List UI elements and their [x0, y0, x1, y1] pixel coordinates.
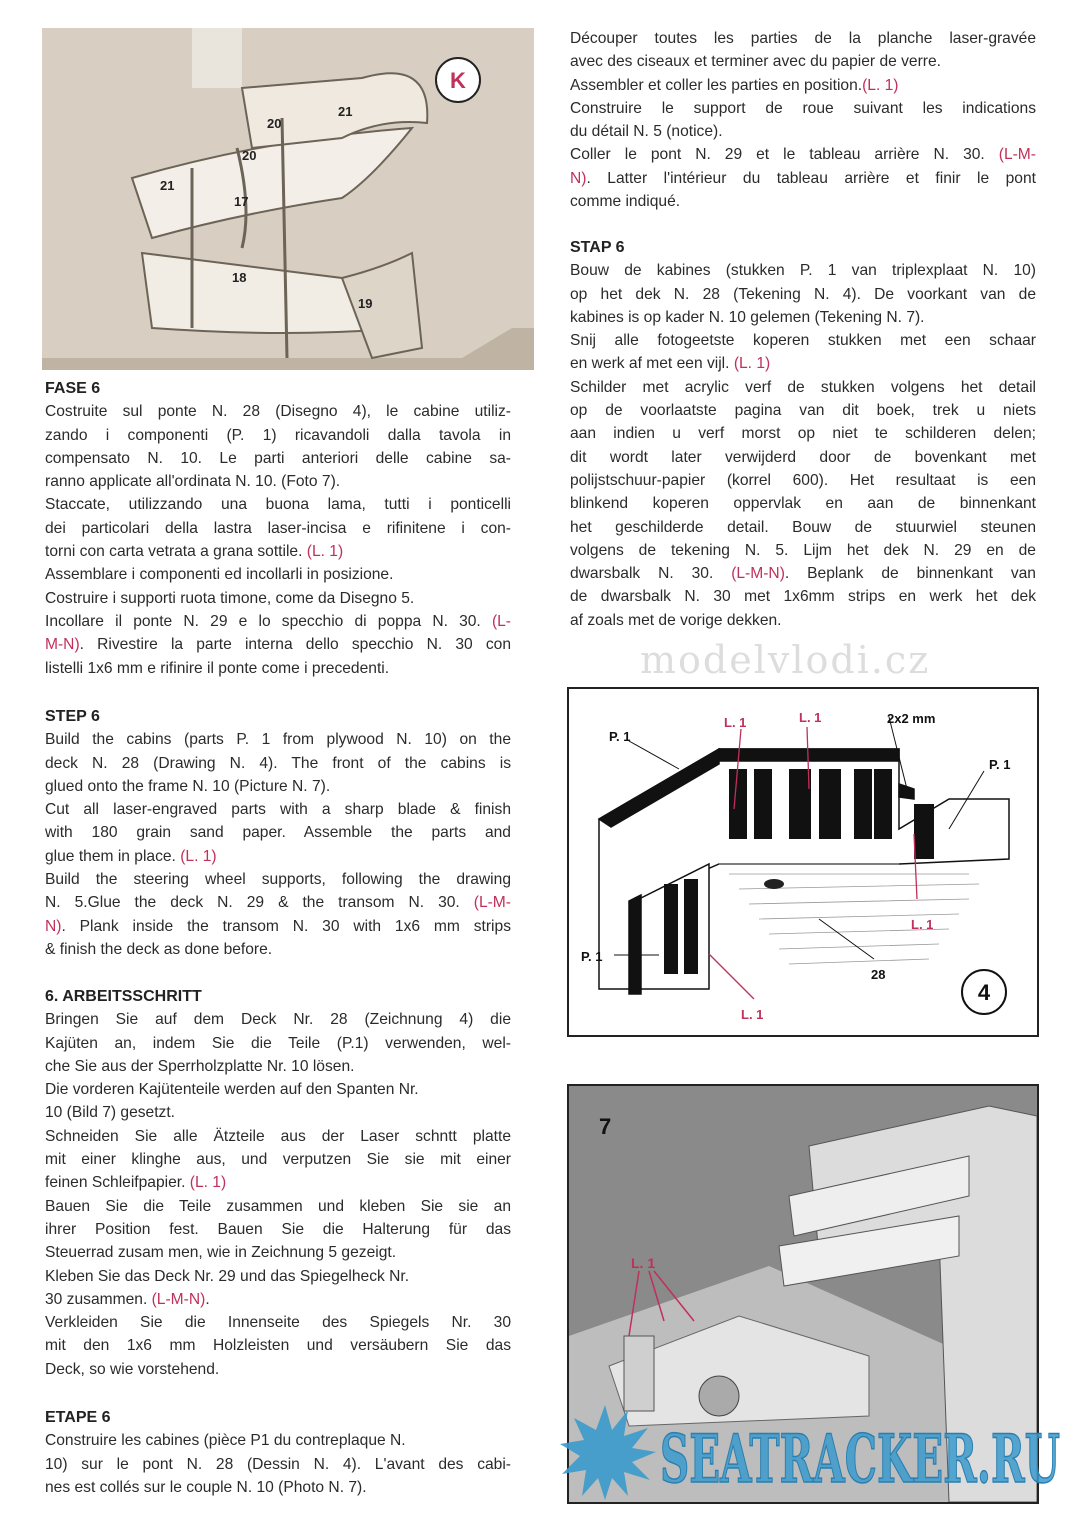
part-label: P. 1	[989, 757, 1011, 772]
text-line: Schneiden Sie alle Ätzteile aus der Laser schntt platte	[45, 1127, 511, 1145]
text-line: Kajüten an, indem Sie die Teile (P.1) verwenden, wel-	[45, 1034, 511, 1052]
seatracker-text: SEATRACKER.RU	[660, 1420, 1060, 1498]
section-german	[45, 985, 511, 1381]
text-line: Costruire i supporti ruota timone, come da Disegno 5.	[45, 589, 415, 607]
text-line: Construire le support de roue suivant les indications	[570, 99, 1036, 117]
text-line: Bauen Sie die Teile zusammen und kleben Sie sie an	[45, 1197, 511, 1215]
column-right	[570, 0, 1036, 1528]
text-line: 10 (Bild 7) gesetzt.	[45, 1104, 176, 1122]
text-line: with 180 grain sand paper. Assemble the parts and	[45, 824, 511, 842]
text-line: N. 5.Glue the deck N. 29 & the transom N. 30. (L-M-	[45, 894, 511, 912]
text-line: kabines is op kader N. 10 gelemen (Tekening N. 7).	[570, 308, 925, 326]
part-label: 20	[267, 116, 282, 131]
text-line: N). Plank inside the transom N. 30 with 1x6 mm strips	[45, 917, 511, 935]
text-line: blinkend koperen oppervlak en aan de binnenkant	[570, 495, 1036, 513]
text-line: Die vorderen Kajütenteile werden auf den Spanten Nr.	[45, 1081, 419, 1099]
text-line: Build the steering wheel supports, following the drawing	[45, 871, 511, 889]
part-label: 19	[358, 296, 373, 311]
text-line: Bouw de kabines (stukken P. 1 van triplexplaat N. 10)	[570, 262, 1036, 280]
text-line: Steuerrad zusam men, wie in Zeichnung 5 gezeigt.	[45, 1244, 397, 1262]
text-line: zando i componenti (P. 1) ricavandoli dalla tavola in	[45, 426, 511, 444]
text-line: en werk af met een vijl. (L. 1)	[570, 355, 771, 373]
text-line: Assemblare i componenti ed incollarli in posizione.	[45, 566, 394, 584]
text-line: 30 zusammen. (L-M-N).	[45, 1290, 210, 1308]
text-line: dit wordt later verwijderd door de bovenkant met	[570, 448, 1036, 466]
text-line: du détail N. 5 (notice).	[570, 123, 723, 141]
part-label: 28	[871, 967, 886, 982]
section-heading: STAP 6	[570, 239, 625, 256]
part-label: L. 1	[631, 1255, 656, 1271]
text-line: op de voorlaatste pagina van dit boek, trek u niets	[570, 402, 1036, 420]
text-line: volgens de tekening N. 5. Lijm het dek N. 29 en de	[570, 541, 1036, 559]
text-line: Costruite sul ponte N. 28 (Disegno 4), le cabine utiliz-	[45, 403, 511, 421]
text-line: ihrer Position fest. Bauen Sie die Halterung für das	[45, 1220, 511, 1238]
text-line: glued onto the frame N. 10 (Picture N. 7).	[45, 777, 331, 795]
part-label: 18	[232, 270, 247, 285]
part-label: L. 1	[741, 1007, 764, 1022]
text-line: af zoals met de vorige dekken.	[570, 611, 782, 629]
text-line: 10) sur le pont N. 28 (Dessin N. 4). L'avant des cabi-	[45, 1455, 511, 1473]
section-italian	[45, 377, 511, 680]
text-line: compensato N. 10. Le parti anteriori delle cabine sa-	[45, 449, 511, 467]
text-line: Snij alle fotogeetste koperen stukken met een schaar	[570, 332, 1036, 350]
text-line: torni con carta vetrata a grana sottile. (L. 1)	[45, 543, 344, 561]
section-french-continued	[570, 27, 1036, 213]
section-english	[45, 705, 511, 961]
part-label: 21	[160, 178, 175, 193]
part-label: L. 1	[911, 917, 934, 932]
text-line: de dwarsbalk N. 30 met 1x6mm strips en werk het dek	[570, 588, 1036, 606]
text-line: Coller le pont N. 29 et le tableau arrière N. 30. (L-M-	[570, 146, 1036, 164]
section-heading: FASE 6	[45, 380, 101, 397]
dimension-label: 2x2 mm	[887, 711, 936, 726]
text-line: dwarsbalk N. 30. (L-M-N). Beplank de binnenkant van	[570, 565, 1036, 583]
text-line: Staccate, utilizzando una buona lama, tutti i ponticelli	[45, 496, 511, 514]
text-line: deck N. 28 (Drawing N. 4). The front of the cabins is	[45, 754, 511, 772]
text-line: Construire les cabines (pièce P1 du contreplaque N.	[45, 1432, 406, 1450]
text-line: mit einer klinghe aus, und verputzen Sie sie mit einer	[45, 1151, 511, 1169]
part-label: 20	[242, 148, 257, 163]
text-line: che Sie aus der Sperrholzplatte Nr. 10 lösen.	[45, 1057, 355, 1075]
text-line: Assembler et coller les parties en position.(L. 1)	[570, 76, 899, 94]
part-label: P. 1	[581, 949, 603, 964]
text-line: mit den 1x6 mm Holzleisten und versäubern Sie das	[45, 1337, 511, 1355]
text-line: Schilder met acrylic verf de stukken volgens het detail	[570, 378, 1036, 396]
text-line: ranno applicate all'ordinata N. 10. (Foto 7).	[45, 473, 341, 491]
section-dutch	[570, 236, 1036, 632]
text-line: Verkleiden Sie die Innenseite des Spiegels Nr. 30	[45, 1314, 511, 1332]
part-label: L. 1	[724, 715, 747, 730]
text-line: comme indiqué.	[570, 193, 681, 211]
column-left	[45, 0, 511, 1528]
part-label: 21	[338, 104, 353, 119]
text-line: Build the cabins (parts P. 1 from plywood N. 10) on the	[45, 731, 511, 749]
text-line: Incollare il ponte N. 29 e lo specchio di poppa N. 30. (L-	[45, 612, 511, 630]
text-line: Deck, so wie vorstehend.	[45, 1360, 220, 1378]
text-line: nes est collés sur le couple N. 10 (Photo N. 7).	[45, 1478, 367, 1496]
photo-number: 7	[599, 1114, 612, 1139]
part-label: 17	[234, 194, 249, 209]
text-line: polijstschuur-papier (korrel 600). Het resultaat is een	[570, 471, 1036, 489]
faint-watermark: modelvlodi.cz	[640, 638, 931, 682]
text-line: & finish the deck as done before.	[45, 940, 273, 958]
drawing-number: 4	[977, 980, 991, 1005]
section-french	[45, 1406, 511, 1499]
figure-badge: K	[450, 68, 466, 93]
part-label: P. 1	[609, 729, 631, 744]
text-line: Cut all laser-engraved parts with a sharp blade & finish	[45, 801, 511, 819]
text-line: op het dek N. 28 (Tekening N. 4). De voorkant van de	[570, 285, 1036, 303]
text-line: Bringen Sie auf dem Deck Nr. 28 (Zeichnung 4) die	[45, 1011, 511, 1029]
text-line: N). Latter l'intérieur du tableau arrière et finir le pont	[570, 169, 1036, 187]
section-heading: STEP 6	[45, 708, 100, 725]
section-heading: 6. ARBEITSSCHRITT	[45, 988, 202, 1005]
text-line: het geschilderde detail. Bouw de stuurwiel steunen	[570, 518, 1036, 536]
text-line: aan indien u verf morst op niet te schilderen delen;	[570, 425, 1036, 443]
text-line: dei particolari della lastra laser-incisa e rifinitene i con-	[45, 519, 511, 537]
text-line: M-N). Rivestire la parte interna dello specchio N. 30 con	[45, 636, 511, 654]
text-line: avec des ciseaux et terminer avec du papier de verre.	[570, 53, 941, 71]
part-label: L. 1	[799, 710, 822, 725]
text-line: listelli 1x6 mm e rifinire il ponte come i precedenti.	[45, 659, 390, 677]
text-line: Découper toutes les parties de la planche laser-gravée	[570, 30, 1036, 47]
text-line: glue them in place. (L. 1)	[45, 847, 217, 865]
text-line: Kleben Sie das Deck Nr. 29 und das Spiegelheck Nr.	[45, 1267, 410, 1285]
text-line: feinen Schleifpapier. (L. 1)	[45, 1174, 227, 1192]
section-heading: ETAPE 6	[45, 1409, 111, 1426]
